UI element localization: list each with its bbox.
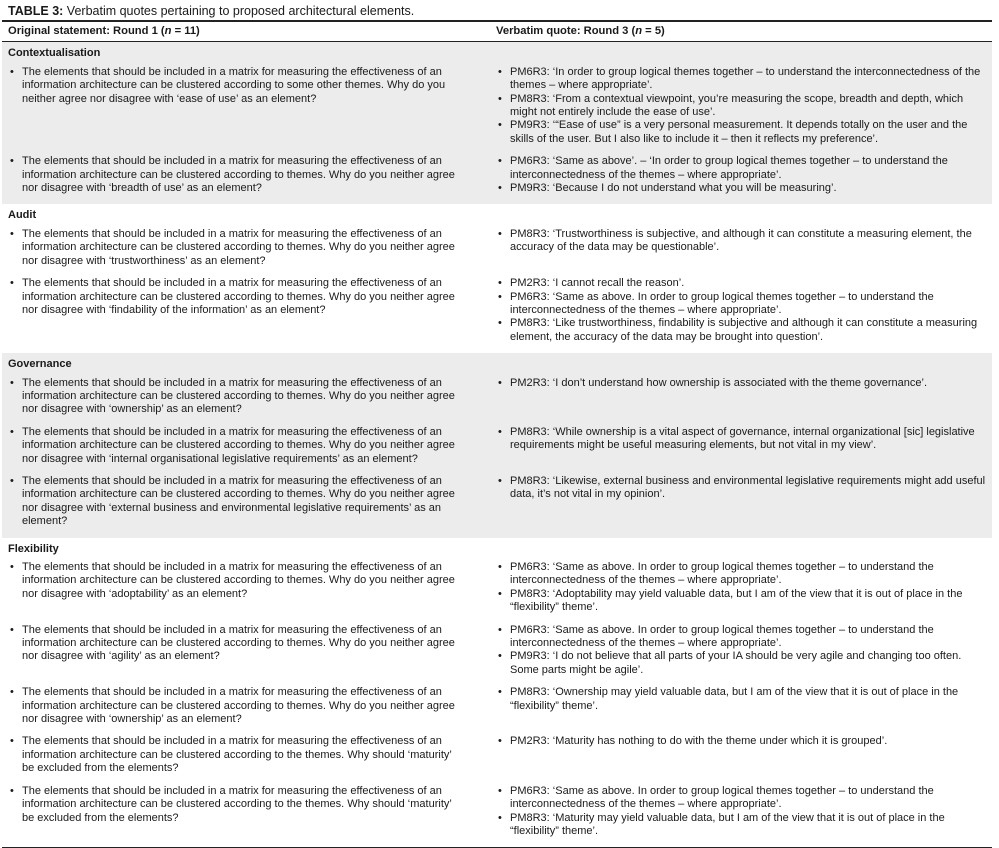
quote-item: • PM8R3: ‘While ownership is a vital aspect of governance, internal organizational [sic] legislative requirements might be useful measuring elements, but not vital in my view’. (496, 426, 986, 453)
original-statement-cell (2, 785, 490, 848)
section-header-row (2, 538, 992, 561)
statement-item: • The elements that should be included in a matrix for measuring the effectiveness of an information architecture can be clustered according to themes. Why do you neither agree nor disagree with ‘ownership’ as an element? (8, 377, 460, 417)
section-contextualisation (2, 42, 992, 205)
verbatim-quote-cell (490, 377, 992, 426)
statement-item: • The elements that should be included in a matrix for measuring the effectiveness of an information architecture can be clustered according to themes. Why do you neither agree nor disagree with ‘trustworthiness’ as an element? (8, 228, 460, 268)
verbatim-quote-cell (490, 228, 992, 277)
table-row (2, 228, 992, 277)
quote-item: • PM6R3: ‘Same as above. In order to group logical themes together – to understand the interconnectedness of the themes – where appropriate’. (496, 561, 986, 588)
statement-list (8, 155, 460, 195)
quote-item: • PM8R3: ‘Likewise, external business and environmental legislative requirements might add useful data, it’s not vital in my opinion’. (496, 475, 986, 502)
quote-item: • PM8R3: ‘Adoptability may yield valuable data, but I am of the view that it is out of place in the “flexibility” theme’. (496, 588, 986, 615)
quote-item: • PM2R3: ‘I don’t understand how ownership is associated with the theme governance’. (496, 377, 986, 390)
quote-item: • PM6R3: ‘Same as above. In order to group logical themes together – to understand the interconnectedness of the themes – where appropriate’. (496, 291, 986, 318)
verbatim-quote-cell (490, 66, 992, 155)
original-statement-cell (2, 475, 490, 538)
statement-item: • The elements that should be included in a matrix for measuring the effectiveness of an information architecture can be clustered according to themes. Why do you neither agree nor disagree with ‘findability of the information’ as an element? (8, 277, 460, 317)
quote-item: • PM8R3: ‘Like trustworthiness, findability is subjective and although it can constitute a measuring element, the accuracy of the data may be brought into question’. (496, 317, 986, 344)
quote-item: • PM2R3: ‘I cannot recall the reason’. (496, 277, 986, 290)
quote-item: • PM9R3: ‘Because I do not understand what you will be measuring’. (496, 182, 986, 195)
statement-item: • The elements that should be included in a matrix for measuring the effectiveness of an information architecture can be clustered according to themes. Why do you neither agree nor disagree with ‘agility’ as an element? (8, 624, 460, 664)
table-row (2, 66, 992, 155)
statement-list (8, 686, 460, 726)
verbatim-quote-cell (490, 624, 992, 687)
statement-item: • The elements that should be included in a matrix for measuring the effectiveness of an information architecture can be clustered according to themes. Why do you neither agree nor disagree with ‘internal organisational legislative requirements’ as an element? (8, 426, 460, 466)
section-audit (2, 204, 992, 353)
original-statement-cell (2, 426, 490, 475)
table-row (2, 155, 992, 204)
verbatim-quote-cell (490, 561, 992, 624)
quote-list (496, 377, 986, 390)
section-flexibility (2, 538, 992, 848)
statement-list (8, 561, 460, 601)
quotes-table (2, 20, 992, 848)
table-row (2, 277, 992, 353)
quote-list (496, 475, 986, 502)
quote-item: • PM8R3: ‘Trustworthiness is subjective, and although it can constitute a measuring element, the accuracy of the data may be questionable’. (496, 228, 986, 255)
table-header (2, 21, 992, 42)
table-row (2, 735, 992, 784)
caption-label: TABLE 3: (8, 4, 64, 18)
quote-item: • PM9R3: ‘“Ease of use” is a very personal measurement. It depends totally on the user and the skills of the user. But I also like to include it – then it reflects my preference’. (496, 119, 986, 146)
table-row (2, 624, 992, 687)
statement-list (8, 475, 460, 529)
section-title: Flexibility (8, 542, 59, 555)
statement-list (8, 228, 460, 268)
original-statement-cell (2, 735, 490, 784)
table-row (2, 686, 992, 735)
table-row (2, 561, 992, 624)
statement-item: • The elements that should be included in a matrix for measuring the effectiveness of an information architecture can be clustered according to some other themes. Why do you neither agree nor disagree with ‘ease of use’ as an element? (8, 66, 460, 106)
original-statement-cell (2, 624, 490, 687)
verbatim-quote-cell (490, 426, 992, 475)
statement-list (8, 624, 460, 664)
verbatim-quote-cell (490, 475, 992, 538)
quote-list (496, 785, 986, 839)
original-statement-cell (2, 155, 490, 204)
verbatim-quote-cell (490, 686, 992, 735)
verbatim-quote-cell (490, 155, 992, 204)
statement-item: • The elements that should be included in a matrix for measuring the effectiveness of an information architecture can be clustered according to the themes. Why should ‘maturity’ be excluded from the elements? (8, 785, 460, 825)
original-statement-cell (2, 277, 490, 353)
quote-item: • PM2R3: ‘Maturity has nothing to do with the theme under which it is grouped’. (496, 735, 986, 748)
quote-list (496, 228, 986, 255)
original-statement-cell (2, 686, 490, 735)
statement-list (8, 277, 460, 317)
header-verbatim-quote: Verbatim quote: Round 3 (n = 5) (496, 25, 665, 37)
quote-list (496, 686, 986, 713)
quote-item: • PM6R3: ‘Same as above’. – ‘In order to group logical themes together – to understand the interconnectedness of the themes – where appropriate’. (496, 155, 986, 182)
section-title: Contextualisation (8, 47, 101, 60)
statement-list (8, 785, 460, 825)
section-title: Governance (8, 358, 72, 371)
section-governance (2, 353, 992, 537)
quote-item: • PM8R3: ‘Ownership may yield valuable data, but I am of the view that it is out of place in the “flexibility” theme’. (496, 686, 986, 713)
verbatim-quote-cell (490, 735, 992, 784)
quote-list (496, 561, 986, 615)
statement-list (8, 377, 460, 417)
original-statement-cell (2, 377, 490, 426)
quote-item: • PM8R3: ‘Maturity may yield valuable data, but I am of the view that it is out of place in the “flexibility” theme’. (496, 812, 986, 839)
section-header-row (2, 353, 992, 376)
quote-list (496, 66, 986, 146)
original-statement-cell (2, 66, 490, 155)
header-original-statement: Original statement: Round 1 (n = 11) (8, 25, 200, 37)
statement-list (8, 426, 460, 466)
quote-item: • PM6R3: ‘Same as above. In order to group logical themes together – to understand the interconnectedness of the themes – where appropriate’. (496, 785, 986, 812)
section-header-row (2, 204, 992, 227)
table-row (2, 785, 992, 848)
quote-item: • PM6R3: ‘Same as above. In order to group logical themes together – to understand the interconnectedness of the themes – where appropriate’. (496, 624, 986, 651)
verbatim-quote-cell (490, 277, 992, 353)
quote-list (496, 277, 986, 344)
quote-list (496, 735, 986, 748)
statement-item: • The elements that should be included in a matrix for measuring the effectiveness of an information architecture can be clustered according to themes. Why do you neither agree nor disagree with ‘breadth of use’ as an element? (8, 155, 460, 195)
section-header-row (2, 42, 992, 66)
quote-item: • PM8R3: ‘From a contextual viewpoint, you’re measuring the scope, breadth and depth, which might not entirely include the ease of use’. (496, 93, 986, 120)
table-row (2, 377, 992, 426)
statement-list (8, 735, 460, 775)
original-statement-cell (2, 228, 490, 277)
verbatim-quote-cell (490, 785, 992, 848)
original-statement-cell (2, 561, 490, 624)
section-title: Audit (8, 209, 37, 222)
quote-item: • PM6R3: ‘In order to group logical themes together – to understand the interconnectedness of the themes – where appropriate’. (496, 66, 986, 93)
quote-list (496, 155, 986, 195)
table-caption (0, 0, 999, 20)
quote-list (496, 624, 986, 678)
statement-item: • The elements that should be included in a matrix for measuring the effectiveness of an information architecture can be clustered according to themes. Why do you neither agree nor disagree with ‘adoptability’ as an element? (8, 561, 460, 601)
statement-list (8, 66, 460, 106)
table-row (2, 426, 992, 475)
quote-item: • PM9R3: ‘I do not believe that all parts of your IA should be very agile and changing too often. Some parts might be agile’. (496, 650, 986, 677)
table-row (2, 475, 992, 538)
statement-item: • The elements that should be included in a matrix for measuring the effectiveness of an information architecture can be clustered according to the themes. Why should ‘maturity’ be excluded from the elements? (8, 735, 460, 775)
statement-item: • The elements that should be included in a matrix for measuring the effectiveness of an information architecture can be clustered according to themes. Why do you neither agree nor disagree with ‘ownership’ as an element? (8, 686, 460, 726)
caption-text: Verbatim quotes pertaining to proposed architectural elements. (63, 4, 415, 18)
statement-item: • The elements that should be included in a matrix for measuring the effectiveness of an information architecture can be clustered according to themes. Why do you neither agree nor disagree with ‘external business and environmental legislative requirements’ as an element? (8, 475, 460, 529)
quote-list (496, 426, 986, 453)
